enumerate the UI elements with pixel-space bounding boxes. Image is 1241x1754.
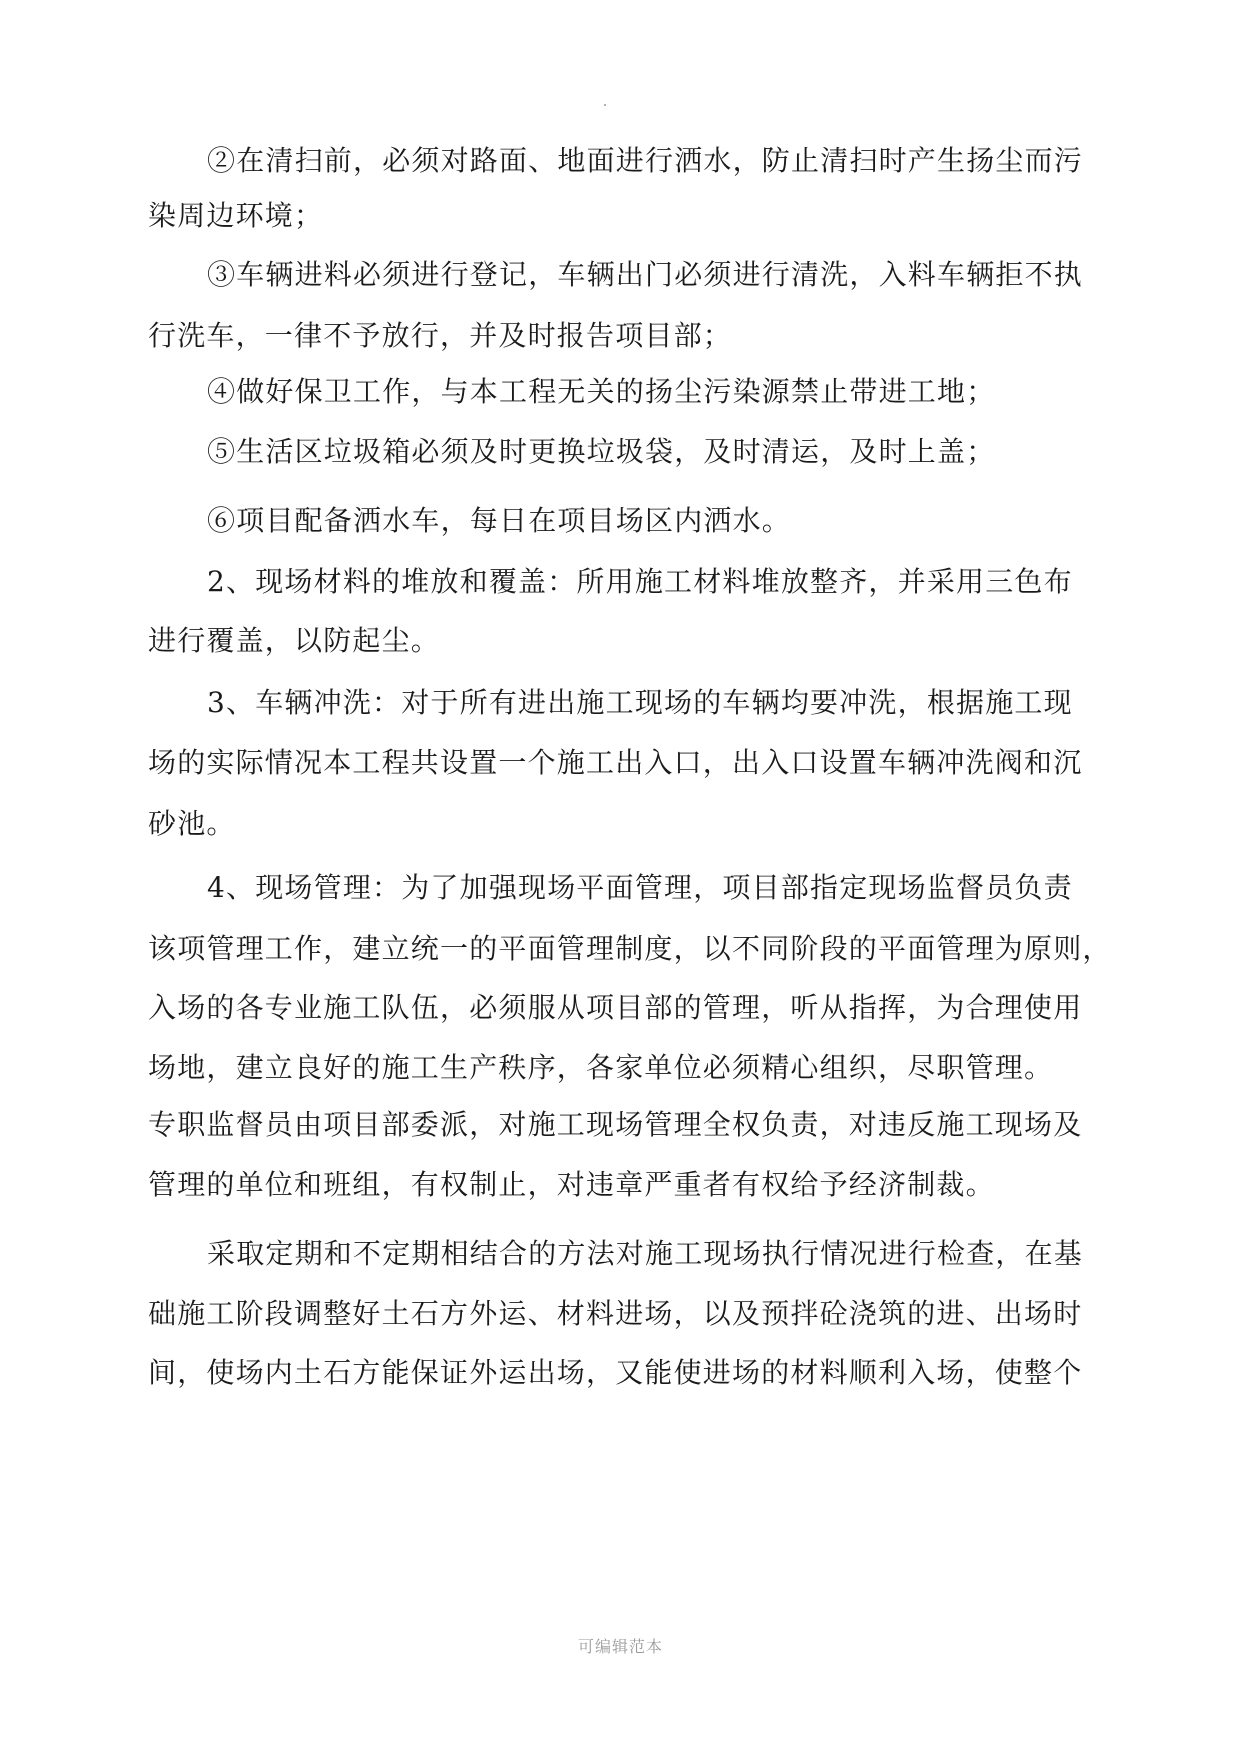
page-footer: 可编辑范本 (577, 1637, 663, 1656)
text-line: ③车辆进料必须进行登记，车辆出门必须进行清洗，入料车辆拒不执 (207, 258, 1084, 291)
text-line: 进行覆盖，以防起尘。 (148, 624, 441, 657)
text-line: 场的实际情况本工程共设置一个施工出入口，出入口设置车辆冲洗阀和沉 (148, 746, 1083, 779)
text-line: 行洗车，一律不予放行，并及时报告项目部； (148, 319, 733, 352)
text-line: ⑥项目配备洒水车，每日在项目场区内洒水。 (207, 504, 792, 537)
text-line: 4、现场管理：为了加强现场平面管理，项目部指定现场监督员负责 (207, 871, 1073, 904)
text-line: ④做好保卫工作，与本工程无关的扬尘污染源禁止带进工地； (207, 375, 996, 408)
text-line: ⑤生活区垃圾箱必须及时更换垃圾袋，及时清运，及时上盖； (207, 435, 996, 468)
text-line: 3、车辆冲洗：对于所有进出施工现场的车辆均要冲洗，根据施工现 (207, 686, 1073, 719)
text-line: 染周边环境； (148, 199, 324, 232)
text-line: 入场的各专业施工队伍，必须服从项目部的管理，听从指挥，为合理使用 (148, 991, 1083, 1024)
text-line: 场地，建立良好的施工生产秩序，各家单位必须精心组织，尽职管理。 (148, 1051, 1054, 1084)
text-line: 础施工阶段调整好土石方外运、材料进场，以及预拌砼浇筑的进、出场时 (148, 1297, 1083, 1330)
text-line: 专职监督员由项目部委派，对施工现场管理全权负责，对违反施工现场及 (148, 1108, 1083, 1141)
text-line: 采取定期和不定期相结合的方法对施工现场执行情况进行检查，在基 (207, 1237, 1084, 1270)
text-line: 2、现场材料的堆放和覆盖：所用施工材料堆放整齐，并采用三色布 (207, 565, 1073, 598)
text-line: ②在清扫前，必须对路面、地面进行洒水，防止清扫时产生扬尘而污 (207, 144, 1084, 177)
text-line: 间，使场内土石方能保证外运出场，又能使进场的材料顺利入场，使整个 (148, 1356, 1083, 1389)
text-line: 砂池。 (148, 807, 236, 840)
text-line: 该项管理工作，建立统一的平面管理制度，以不同阶段的平面管理为原则， (148, 932, 1112, 965)
header-dot (604, 104, 606, 106)
text-line: 管理的单位和班组，有权制止，对违章严重者有权给予经济制裁。 (148, 1168, 995, 1201)
